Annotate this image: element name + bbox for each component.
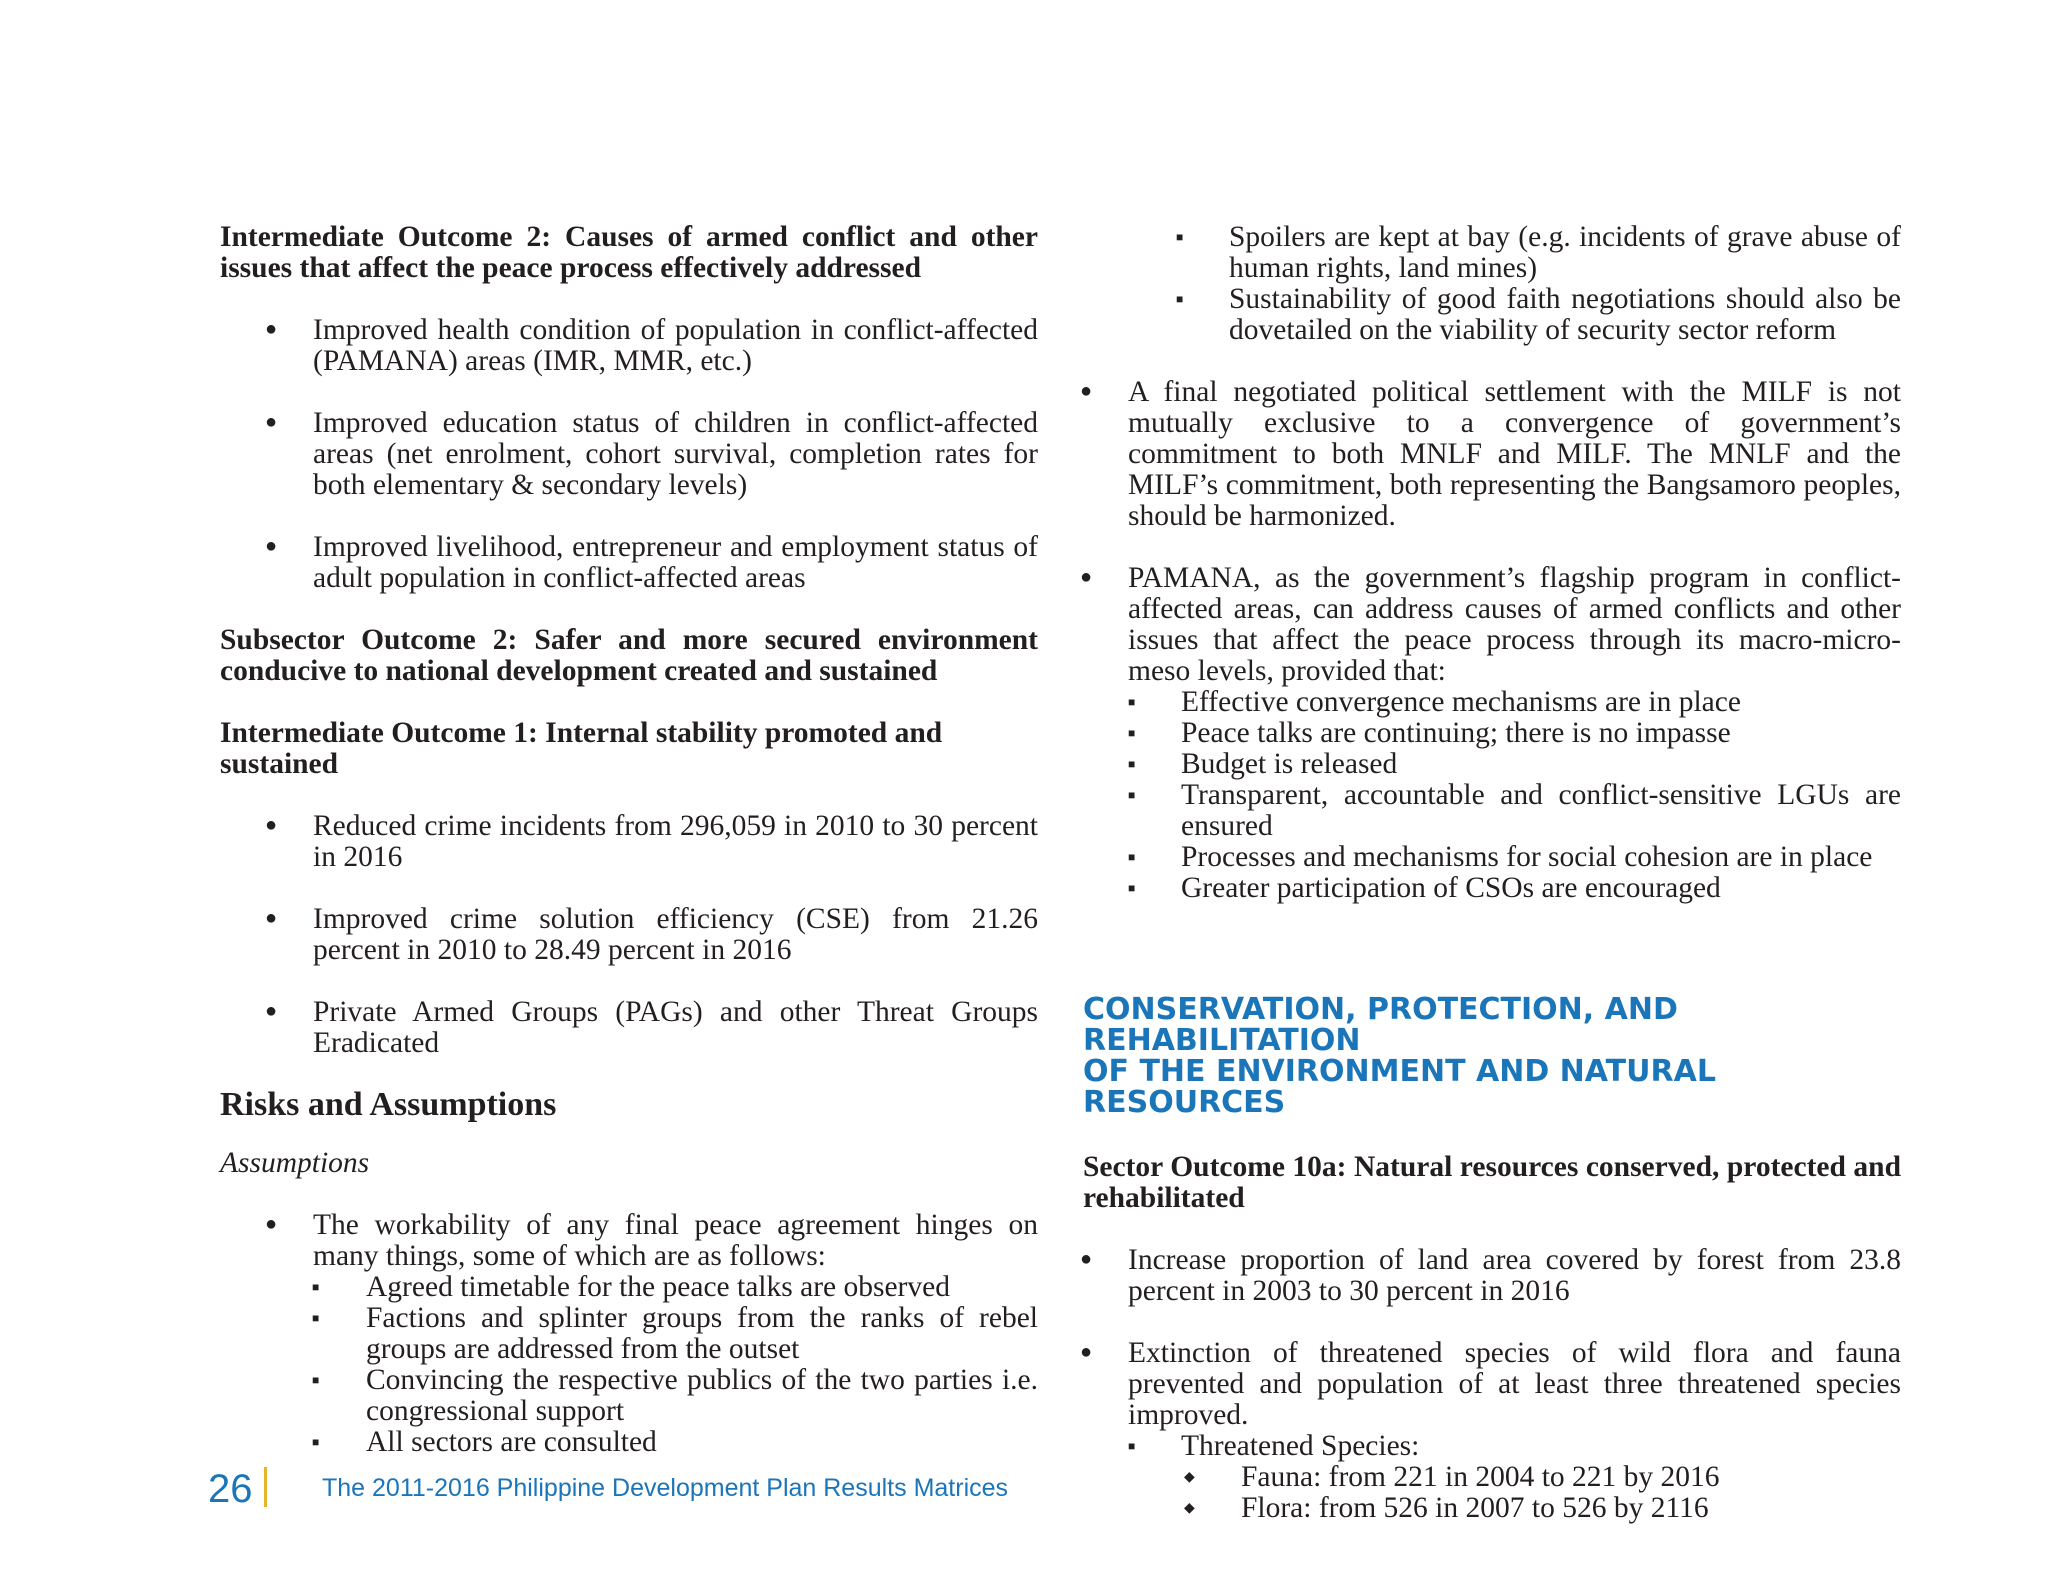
species-sublist bbox=[1181, 1462, 1901, 1524]
list-item: ● Improved education status of children in conflict-affected areas (net enrolment, cohort survival, completion rates for both elementary & secondary levels) bbox=[220, 408, 1038, 501]
list-item: ● Increase proportion of land area covered by forest from 23.8 percent in 2003 to 30 percent in 2016 bbox=[1035, 1245, 1901, 1307]
io2-heading: Intermediate Outcome 2: Causes of armed conflict and other issues that affect the peace process effectively addressed bbox=[220, 221, 1038, 284]
list-item: ◆ Fauna: from 221 in 2004 to 221 by 2016 bbox=[1181, 1462, 1901, 1493]
footer-divider bbox=[264, 1467, 267, 1507]
threatened-label: Threatened Species: bbox=[1181, 1430, 1420, 1462]
io2-bullet-list bbox=[220, 315, 1038, 594]
assumption-bullets bbox=[1035, 377, 1901, 904]
section-title-line-1: CONSERVATION, PROTECTION, AND REHABILITATION bbox=[1083, 992, 1678, 1058]
sector-outcome-bullets bbox=[1035, 1245, 1901, 1524]
list-item: ■ Spoilers are kept at bay (e.g. incidents of grave abuse of human rights, land mines) bbox=[1176, 222, 1901, 284]
left-column bbox=[220, 222, 1038, 1458]
page-number: 26 bbox=[208, 1467, 253, 1511]
list-item: ■ Effective convergence mechanisms are in place bbox=[1128, 687, 1901, 718]
pamana-sublist bbox=[1128, 687, 1901, 904]
footer-title: The 2011-2016 Philippine Development Plan Results Matrices bbox=[322, 1474, 1009, 1502]
section-title bbox=[1083, 994, 1901, 1118]
risks-title: Risks and Assumptions bbox=[220, 1086, 557, 1123]
list-item: ■ Sustainability of good faith negotiations should also be dovetailed on the viability of security sector reform bbox=[1176, 284, 1901, 346]
right-column bbox=[1083, 222, 1901, 1524]
list-item: ◆ Flora: from 526 in 2007 to 526 by 2116 bbox=[1181, 1493, 1901, 1524]
threatened-sublist bbox=[1128, 1431, 1901, 1524]
io1-heading: Intermediate Outcome 1: Internal stability promoted and sustained bbox=[220, 717, 943, 780]
list-item bbox=[1035, 377, 1901, 532]
list-item bbox=[1035, 563, 1901, 904]
so2-heading: Subsector Outcome 2: Safer and more secured environment conducive to national development created and sustained bbox=[220, 624, 1038, 687]
list-item: ● Improved crime solution efficiency (CSE) from 21.26 percent in 2010 to 28.49 percent in 2016 bbox=[220, 904, 1038, 966]
list-item bbox=[220, 1210, 1038, 1458]
list-item bbox=[1128, 1431, 1901, 1524]
workability-sublist bbox=[220, 1272, 1038, 1458]
list-item: ■ All sectors are consulted bbox=[220, 1427, 1038, 1458]
list-item: ■ Budget is released bbox=[1128, 749, 1901, 780]
list-item: ● Improved health condition of population in conflict-affected (PAMANA) areas (IMR, MMR, etc.) bbox=[220, 315, 1038, 377]
list-item: ● Reduced crime incidents from 296,059 in 2010 to 30 percent in 2016 bbox=[220, 811, 1038, 873]
pamana-text: PAMANA, as the government’s flagship program in conflict-affected areas, can address causes of armed conflicts and other issues that affect the peace process through its macro-micro-meso levels, provided that: bbox=[1128, 562, 1901, 687]
list-item: ■ Peace talks are continuing; there is no impasse bbox=[1128, 718, 1901, 749]
list-item bbox=[1035, 1338, 1901, 1524]
list-item: ● Improved livelihood, entrepreneur and employment status of adult population in conflict-affected areas bbox=[220, 532, 1038, 594]
io1-bullet-list bbox=[220, 811, 1038, 1059]
milf-text: A final negotiated political settlement with the MILF is not mutually exclusive to a convergence of government’s commitment to both MNLF and MILF. The MNLF and the MILF’s commitment, both representing the Bangsamoro peoples, should be harmonized. bbox=[1128, 376, 1901, 532]
assumptions-list bbox=[220, 1210, 1038, 1458]
sector-outcome-heading: Sector Outcome 10a: Natural resources conserved, protected and rehabilitated bbox=[1083, 1151, 1901, 1214]
list-item: ● Private Armed Groups (PAGs) and other Threat Groups Eradicated bbox=[220, 997, 1038, 1059]
list-item: ■ Agreed timetable for the peace talks are observed bbox=[220, 1272, 1038, 1303]
section-title-line-2: OF THE ENVIRONMENT AND NATURAL RESOURCES bbox=[1083, 1054, 1716, 1120]
extinction-text: Extinction of threatened species of wild flora and fauna prevented and population of at least three threatened species improved. bbox=[1128, 1337, 1901, 1431]
list-item: ■ Factions and splinter groups from the ranks of rebel groups are addressed from the outset bbox=[220, 1303, 1038, 1365]
list-item: ■ Processes and mechanisms for social cohesion are in place bbox=[1128, 842, 1901, 873]
list-item: ■ Convincing the respective publics of the two parties i.e. congressional support bbox=[220, 1365, 1038, 1427]
continuation-list bbox=[1176, 222, 1901, 346]
list-item: ■ Transparent, accountable and conflict-sensitive LGUs are ensured bbox=[1128, 780, 1901, 842]
assumptions-label: Assumptions bbox=[220, 1147, 370, 1179]
list-item: ■ Greater participation of CSOs are encouraged bbox=[1128, 873, 1901, 904]
workability-text: The workability of any final peace agreement hinges on many things, some of which are as follows: bbox=[313, 1209, 1038, 1272]
